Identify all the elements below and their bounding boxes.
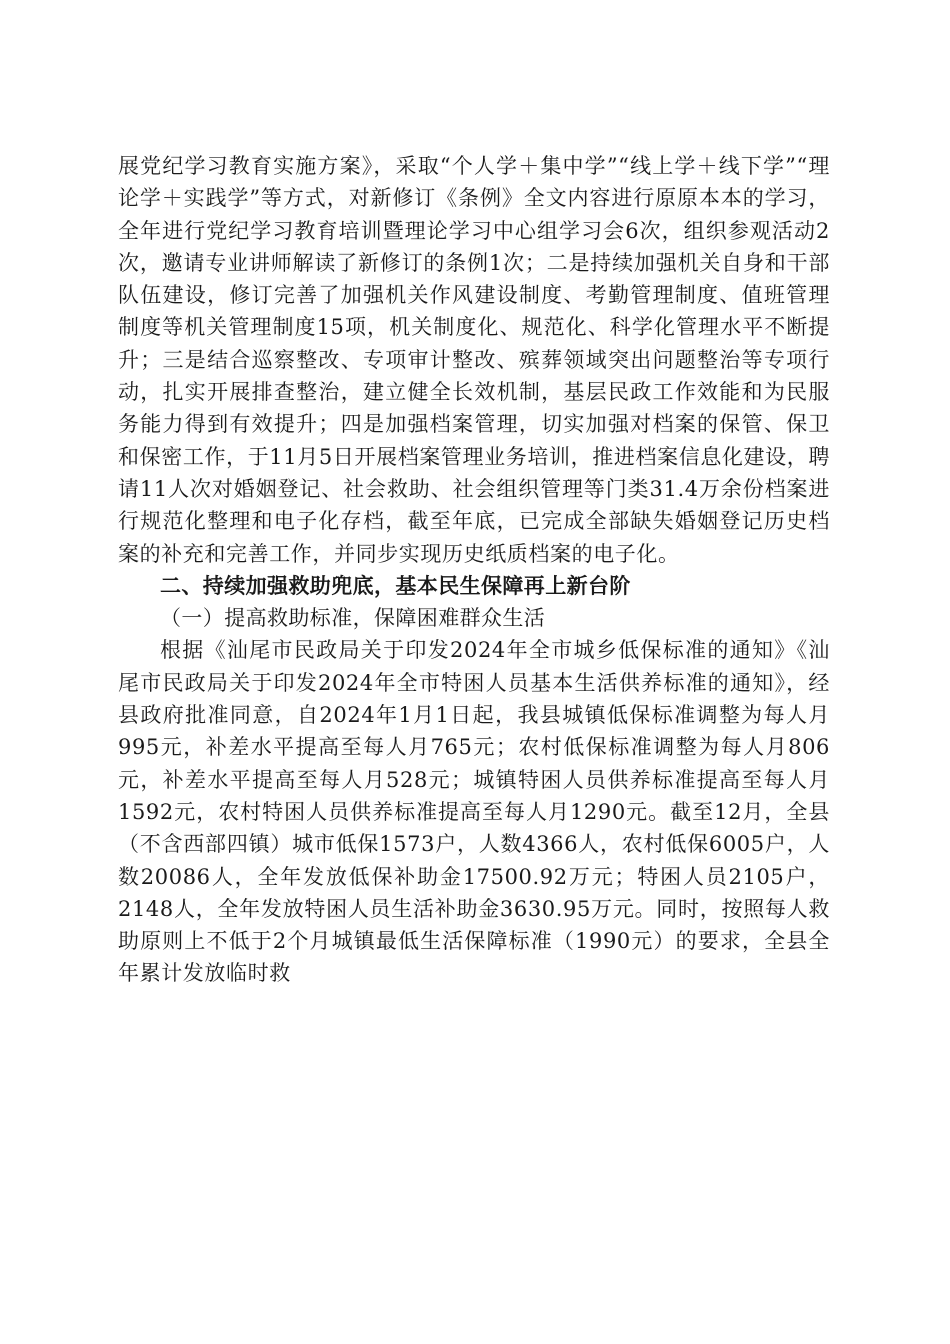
subsection-heading-2-1: （一）提高救助标准，保障困难群众生活 [160, 606, 546, 631]
paragraph-assistance-standards: 根据《汕尾市民政局关于印发2024年全市城乡低保标准的通知》《汕尾市民政局关于印发2024年全市特困人员基本生活供养标准的通知》，经县政府批准同意，自2024年1月1日起，我县城镇低保标准调整为每人月995元，补差水平提高至每人月765元；农村低保标准调整为每人月806元，补差水平提高至每人月528元；城镇特困人员供养标准提高至每人月1592元，农村特困人员供养标准提高至每人月1290元。截至12月，全县（不含西部四镇）城市低保1573户，人数4366人，农村低保6005户，人数20086人，全年发放低保补助金17500.92万元；特困人员2105户，2148人，全年发放特困人员生活补助金3630.95万元。同时，按照每人救助原则上不低于2个月城镇最低生活保障标准（1990元）的要求，全县全年累计发放临时救 [118, 638, 830, 986]
document-body [118, 150, 830, 990]
section-heading-2: 二、持续加强救助兜底，基本民生保障再上新台阶 [160, 573, 631, 598]
paragraph-party-discipline: 展党纪学习教育实施方案》，采取“个人学＋集中学”“线上学＋线下学”“理论学＋实践学”等方式，对新修订《条例》全文内容进行原原本本的学习，全年进行党纪学习教育培训暨理论学习中心组学习会6次，组织参观活动2次，邀请专业讲师解读了新修订的条例1次；二是持续加强机关自身和干部队伍建设，修订完善了加强机关作风建设制度、考勤管理制度、值班管理制度等机关管理制度15项，机关制度化、规范化、科学化管理水平不断提升；三是结合巡察整改、专项审计整改、殡葬领域突出问题整治等专项行动，扎实开展排查整治，建立健全长效机制，基层民政工作效能和为民服务能力得到有效提升；四是加强档案管理，切实加强对档案的保管、保卫和保密工作，于11月5日开展档案管理业务培训，推进档案信息化建设，聘请11人次对婚姻登记、社会救助、社会组织管理等门类31.4万余份档案进行规范化整理和电子化存档，截至年底，已完成全部缺失婚姻登记历史档案的补充和完善工作，并同步实现历史纸质档案的电子化。 [118, 154, 830, 566]
